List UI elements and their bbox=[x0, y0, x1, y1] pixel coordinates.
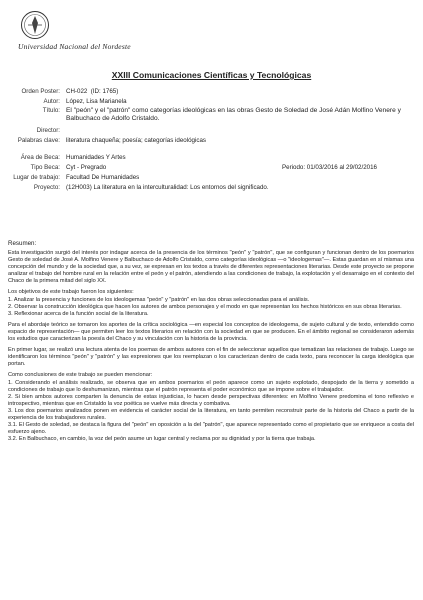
tipo-value: Cyt - Pregrado bbox=[66, 164, 107, 171]
resumen-body bbox=[8, 250, 414, 443]
periodo-label: Periodo: bbox=[282, 164, 306, 171]
autor-value: López, Lisa Marianela bbox=[66, 98, 127, 105]
lugar-value: Facultad De Humanidades bbox=[66, 174, 140, 181]
paragraph: 2. Observar la construcción ideológica que hacen los autores de ambos personajes y el modo en que representan los hechos históricos en sus obras literarias. bbox=[8, 303, 402, 310]
area-label: Área de Beca: bbox=[20, 154, 60, 161]
paragraph: 2. Si bien ambos autores comparten la denuncia de estas injusticias, lo hacen desde perspectivas diferentes: en Molfino Venere predomina el tono reflexivo e introspectivo, mientras que en Cristaldo la voz poética se vuelve más directa y combativa. bbox=[8, 393, 414, 407]
lugar-label: Lugar de trabajo: bbox=[13, 174, 60, 181]
proyecto-label: Proyecto: bbox=[33, 184, 60, 191]
paragraph: 3.2. En Balbuchaco, en cambio, la voz del peón asume un lugar central y reclama por su dignidad y por la tierra que trabaja. bbox=[8, 436, 316, 443]
university-name: Universidad Nacional del Nordeste bbox=[18, 42, 131, 51]
orden-label: Orden Poster: bbox=[21, 88, 60, 95]
paragraph: Como conclusiones de este trabajo se pueden mencionar: bbox=[8, 372, 153, 379]
periodo-value: 01/03/2016 al 29/02/2016 bbox=[306, 164, 377, 171]
paragraph: Esta investigación surgió del interés por indagar acerca de la presencia de los términos "peón" y "patrón", que se configuran y funcionan dentro de los poemarios Gesto de soledad de José A. Molfino Venere y Balbuchaco de Adolfo Cristaldo, como categorías ideológicas —o "ideologemas"—. Estas guardan en sí mismas una concepción del mundo y de la sociedad que, a su vez, se expresan en los textos a través de diferentes representaciones literarias. Desde este proyecto se propone analizar el trabajo del hombre rural en la relación entre el peón y el patrón, atendiendo a las condiciones de trabajo, la explotación y el desarraigo en el contexto del Chaco de la primera mitad del siglo XX. bbox=[8, 250, 414, 285]
university-crest-icon bbox=[20, 10, 50, 40]
tipo-label: Tipo Beca: bbox=[30, 164, 60, 171]
director-label: Director: bbox=[36, 127, 60, 134]
titulo-label: Título: bbox=[42, 107, 60, 114]
conference-title: XXIII Comunicaciones Científicas y Tecnológicas bbox=[111, 70, 312, 80]
paragraph: 1. Analizar la presencia y funciones de los ideologemas "peón" y "patrón" en las dos obras seleccionadas para el análisis. bbox=[8, 296, 310, 303]
resumen-label: Resumen: bbox=[8, 240, 37, 247]
paragraph: 3. Reflexionar acerca de la función social de la literatura. bbox=[8, 310, 149, 317]
orden-value: CH-022 bbox=[66, 88, 88, 95]
paragraph: 1. Considerando el análisis realizado, se observa que en ambos poemarios el peón aparece como un sujeto explotado, despojado de la tierra y sometido a condiciones de trabajo que lo deshumanizan, mientras que el patrón representa el poder económico que se impone sobre el trabajador. bbox=[8, 379, 414, 393]
proyecto-value: (12H003) La literatura en la interculturalidad: Los entornos del significado. bbox=[66, 184, 269, 191]
paragraph: 3. Los dos poemarios analizados ponen en evidencia el carácter social de la literatura, en tanto permiten reconstruir parte de la historia del Chaco a partir de la experiencia de los trabajadores rurales. bbox=[8, 407, 414, 421]
palabras-value: literatura chaqueña; poesía; categorías ideológicas bbox=[66, 137, 206, 144]
paragraph: 3.1. El Gesto de soledad, se destaca la figura del "peón" en oposición a la del "patrón", que aparece representado como el propietario que se enriquece a costa del esfuerzo ajeno. bbox=[8, 422, 414, 436]
paragraph: Los objetivos de este trabajo fueron los siguientes: bbox=[8, 289, 134, 296]
area-value: Humanidades Y Artes bbox=[66, 154, 126, 161]
palabras-label: Palabras clave: bbox=[17, 137, 60, 144]
paragraph: En primer lugar, se realizó una lectura atenta de los poemas de ambos autores con el fin de seleccionar aquellos que tematizan las relaciones de trabajo. Luego se identificaron los términos "peón" y "patrón" y las expresiones que los reemplazan o los caracterizan dentro de cada texto, para reconocer la carga ideológica que portan. bbox=[8, 347, 414, 368]
orden-id: (ID: 1765) bbox=[90, 88, 119, 95]
titulo-value: El "peón" y el "patrón" como categorías ideológicas en las obras Gesto de Soledad de José Adán Molfino Venere y Balbuchaco de Adolfo Cristaldo. bbox=[66, 107, 401, 123]
autor-label: Autor: bbox=[43, 98, 60, 105]
metadata-block bbox=[10, 88, 414, 238]
paragraph: Para el abordaje teórico se tomaron los aportes de la crítica sociológica —en especial los conceptos de ideologema, de sujeto cultural y de texto, entendido como espacio de representación— que permiten leer los textos literarios en relación con la sociedad en que se producen. En el ámbito regional se consideraron además los estudios que caracterizan la poesía del Chaco y su vinculación con la historia de la provincia. bbox=[8, 321, 414, 343]
